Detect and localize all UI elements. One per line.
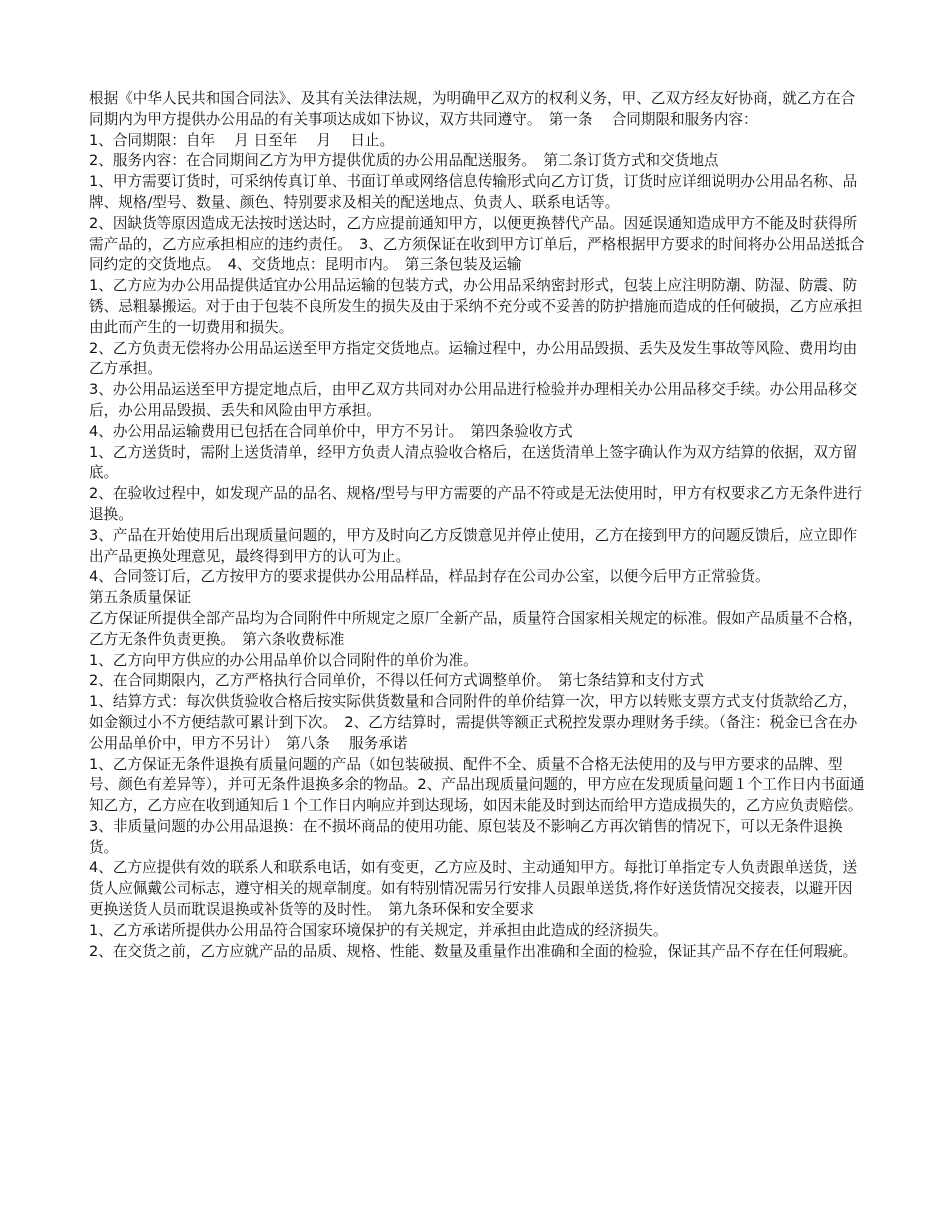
paragraph: 乙方保证所提供全部产品均为合同附件中所规定之原厂全新产品，质量符合国家相关规定的标准。假如产品质量不合格，乙方无条件负责更换。 第六条收费标准 xyxy=(89,609,863,648)
paragraph: 2、因缺货等原因造成无法按时送达时，乙方应提前通知甲方，以便更换替代产品。因延误通知造成甲方不能及时获得所需产品的，乙方应承担相应的违约责任。 3、乙方须保证在收到甲方订单后，严格根据甲方要求的时间将办公用品送抵合同约定的交货地点。 4、交货地点：昆明市内。 第三条包装及运输 xyxy=(89,214,865,274)
paragraph: 3、产品在开始使用后出现质量问题的，甲方及时向乙方反馈意见并停止使用，乙方在接到甲方的问题反馈后，应立即作出产品更换处理意见，最终得到甲方的认可为止。 xyxy=(89,526,858,565)
section-heading: 第五条质量保证 xyxy=(89,589,192,607)
paragraph: 2、在验收过程中，如发现产品的品名、规格/型号与甲方需要的产品不符或是无法使用时，甲方有权要求乙方无条件进行退换。 xyxy=(89,485,863,523)
paragraph: 2、乙方负责无偿将办公用品运送至甲方指定交货地点。运输过程中，办公用品毁损、丢失及发生事故等风险、费用均由乙方承担。 xyxy=(89,339,858,378)
paragraph: 1、乙方送货时，需附上送货清单，经甲方负责人清点验收合格后，在送货清单上签字确认作为双方结算的依据，双方留底。 xyxy=(89,443,858,482)
paragraph: 3、非质量问题的办公用品退换：在不损坏商品的使用功能、原包装及不影响乙方再次销售的情况下，可以无条件退换货。 xyxy=(89,817,843,856)
paragraph: 4、乙方应提供有效的联系人和联系电话，如有变更，乙方应及时、主动通知甲方。每批订单指定专人负责跟单送货，送货人应佩戴公司标志，遵守相关的规章制度。如有特别情况需另行安排人员跟单送货,将作好送货情况交接表，以避开因更换送货人员而耽误退换或补货等的及时性。 第九条环保和安全要求 xyxy=(89,859,858,919)
paragraph: 1、乙方承诺所提供办公用品符合国家环境保护的有关规定，并承担由此造成的经济损失。 xyxy=(89,921,668,939)
paragraph: 2、服务内容：在合同期间乙方为甲方提供优质的办公用品配送服务。 第二条订货方式和交货地点 xyxy=(89,152,719,170)
paragraph: 1、甲方需要订货时，可采纳传真订单、书面订单或网络信息传输形式向乙方订货，订货时应详细说明办公用品名称、品牌、规格/型号、数量、颜色、特别要求及相关的配送地点、负责人、联系电话等。 xyxy=(89,173,858,211)
paragraph: 1、乙方向甲方供应的办公用品单价以合同附件的单价为准。 xyxy=(89,651,478,669)
paragraph: 4、办公用品运输费用已包括在合同单价中，甲方不另计。 第四条验收方式 xyxy=(89,422,573,440)
paragraph: 1、乙方应为办公用品提供适宜办公用品运输的包装方式，办公用品采纳密封形式，包装上应注明防潮、防湿、防震、防锈、忌粗暴搬运。对于由于包装不良所发生的损失及由于采纳不充分或不妥善的防护措施而造成的任何破损，乙方应承担由此而产生的一切费用和损失。 xyxy=(89,277,863,336)
paragraph: 4、合同签订后，乙方按甲方的要求提供办公用品样品，样品封存在公司办公室，以便今后甲方正常验货。 xyxy=(89,568,770,586)
contract-document xyxy=(89,89,865,962)
paragraph: 1、乙方保证无条件退换有质量问题的产品（如包装破损、配件不全、质量不合格无法使用的及与甲方要求的品牌、型号、颜色有差异等），并可无条件退换多余的物品。2、产品出现质量问题的，甲方应在发现质量问题１个工作日内书面通知乙方，乙方应在收到通知后１个工作日内响应并到达现场，如因未能及时到达而给甲方造成损失的，乙方应负责赔偿。 xyxy=(89,755,865,815)
paragraph-preamble: 根据《中华人民共和国合同法》、及其有关法律法规，为明确甲乙双方的权利义务，甲、乙双方经友好协商，就乙方在合同期内为甲方提供办公用品的有关事项达成如下协议，双方共同遵守。 第一条 合同期限和服务内容： xyxy=(89,90,856,128)
paragraph: 2、在交货之前，乙方应就产品的品质、规格、性能、数量及重量作出准确和全面的检验，保证其产品不存在任何瑕疵。 xyxy=(89,942,858,960)
paragraph: 3、办公用品运送至甲方提定地点后，由甲乙双方共同对办公用品进行检验并办理相关办公用品移交手续。办公用品移交后，办公用品毁损、丢失和风险由甲方承担。 xyxy=(89,381,858,419)
paragraph: 2、在合同期限内，乙方严格执行合同单价，不得以任何方式调整单价。 第七条结算和支付方式 xyxy=(89,672,704,690)
paragraph: 1、结算方式：每次供货验收合格后按实际供货数量和合同附件的单价结算一次，甲方以转账支票方式支付货款给乙方，如金额过小不方便结款可累计到下次。 2、乙方结算时，需提供等额正式税控发票办理财务手续。（备注：税金已含在办公用品单价中，甲方不另计） 第八条 服务承诺 xyxy=(89,693,858,752)
paragraph: 1、合同期限：自年 月 日至年 月 日止。 xyxy=(89,131,395,149)
